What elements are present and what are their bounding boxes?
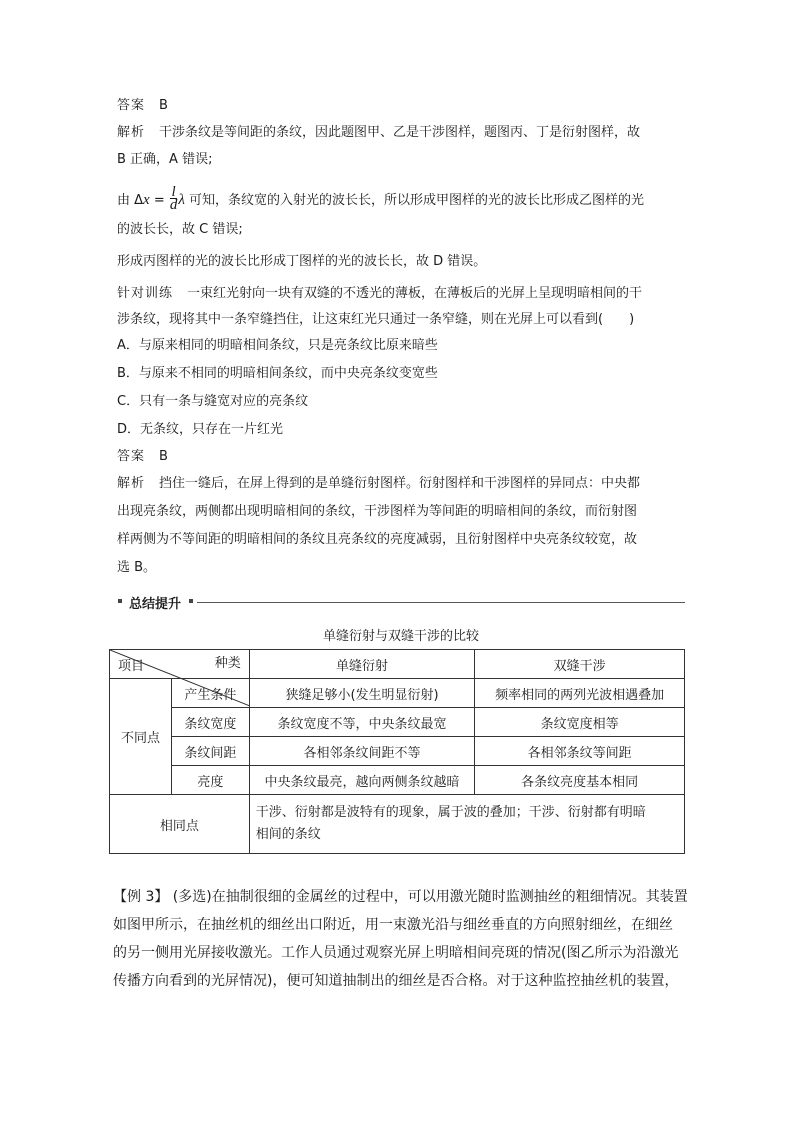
- same-line-2: 相间的条纹: [255, 827, 321, 842]
- analysis-line-2: B 正确，A 错误;: [117, 152, 213, 167]
- formula-x: x: [143, 192, 150, 208]
- question-text: 一束红光射向一块有双缝的不透光的薄板，在薄板后的光屏上呈现明暗相间的干: [187, 286, 643, 301]
- row-name: 条纹间距: [171, 737, 249, 766]
- diff-label: 不同点: [110, 679, 172, 795]
- row-name: 条纹宽度: [171, 708, 249, 737]
- example-line-1: [113, 883, 688, 911]
- table-row: [110, 737, 685, 766]
- answer-label: 答案: [117, 98, 146, 113]
- option-d: D．无条纹，只存在一片红光: [117, 422, 284, 437]
- header-kind: 种类: [214, 656, 241, 671]
- same-label: 相同点: [110, 795, 250, 854]
- formula-lambda: λ: [178, 192, 185, 208]
- row-name: 亮度: [171, 766, 249, 795]
- training-line-2: 涉条纹，现将其中一条窄缝挡住，让这束红光只通过一条窄缝，则在光屏上可以看到( ): [117, 312, 635, 327]
- row-single: 各相邻条纹间距不等: [249, 737, 475, 766]
- training-label: 针对训练: [117, 286, 174, 301]
- formula-line: [117, 184, 645, 213]
- option-c: C．只有一条与缝宽对应的亮条纹: [117, 394, 309, 409]
- example-text: (多选)在抽制很细的金属丝的过程中，可以用激光随时监测抽丝的粗细情况。其装置: [168, 889, 688, 905]
- section-rule: [197, 602, 685, 603]
- row-name: 产生条件: [171, 679, 249, 708]
- diagonal-header-cell: [110, 650, 250, 679]
- answer-value: B: [159, 449, 168, 464]
- answer-line-2: [117, 447, 168, 467]
- comparison-table: [109, 649, 685, 854]
- analysis2-line-4: 选 B。: [117, 560, 157, 575]
- same-line-1: 干涉、衍射都是波特有的现象，属于波的叠加；干涉、衍射都有明暗: [255, 805, 646, 820]
- answer-label: 答案: [117, 449, 146, 464]
- example-line-3: 的另一侧用光屏接收激光。工作人员通过观察光屏上明暗相间亮斑的情况(图乙所示为沿激光: [113, 945, 679, 961]
- analysis-text: 挡住一缝后，在屏上得到的是单缝衍射图样。衍射图样和干涉图样的异同点：中央都: [159, 476, 641, 491]
- header-single-slit: 单缝衍射: [249, 650, 475, 679]
- option-b: B．与原来不相同的明暗相间条纹，而中央亮条纹变宽些: [117, 366, 438, 381]
- analysis-label: 解析: [117, 476, 146, 491]
- formula-eq: =: [149, 193, 169, 208]
- analysis2-line-3: 样两侧为不等间距的明暗相间的条纹且亮条纹的亮度减弱，且衍射图样中央亮条纹较宽，故: [117, 532, 638, 547]
- example-line-2: 如图甲所示，在抽丝机的细丝出口附近，用一束激光沿与细丝垂直的方向照射细丝，在细丝: [113, 917, 673, 933]
- answer-value: B: [159, 98, 168, 113]
- training-line-1: [117, 284, 642, 304]
- answer-line-1: [117, 96, 168, 116]
- option-a: A．与原来相同的明暗相间条纹，只是亮条纹比原来暗些: [117, 338, 438, 353]
- formula-denominator: d: [169, 197, 178, 213]
- example-tag: 【例 3】: [113, 889, 169, 905]
- table-row: [110, 708, 685, 737]
- row-double: 各相邻条纹等间距: [475, 737, 685, 766]
- row-single: 条纹宽度不等，中央条纹最宽: [249, 708, 475, 737]
- analysis-label: 解析: [117, 125, 146, 140]
- analysis2-line-1: [117, 474, 640, 494]
- row-double: 各条纹亮度基本相同: [475, 766, 685, 795]
- table-header-row: [110, 650, 685, 679]
- row-single: 中央条纹最亮，越向两侧条纹越暗: [249, 766, 475, 795]
- summary-section-header: [117, 594, 685, 610]
- row-double: 条纹宽度相等: [475, 708, 685, 737]
- header-item: 项目: [118, 659, 145, 674]
- same-content: [249, 795, 684, 854]
- row-double: 频率相同的两列光波相遇叠加: [475, 679, 685, 708]
- table-caption: 单缝衍射与双缝干涉的比较: [322, 629, 479, 644]
- analysis-line-1: [117, 123, 640, 143]
- header-double-slit: 双缝干涉: [475, 650, 685, 679]
- formula-rest: 可知，条纹宽的入射光的波长长，所以形成甲图样的光的波长比形成乙图样的光: [184, 193, 645, 208]
- formula-fraction: [170, 186, 178, 211]
- analysis-line-5: 形成丙图样的光的波长比形成丁图样的光的波长长，故 D 错误。: [117, 254, 487, 269]
- square-bullet-icon: [118, 599, 122, 603]
- table-row-same: [110, 795, 685, 854]
- formula-prefix: 由 Δ: [117, 193, 144, 208]
- analysis2-line-2: 出现亮条纹，两侧都出现明暗相间的条纹，干涉图样为等间距的明暗相间的条纹，而衍射图: [117, 504, 638, 519]
- formula-numerator: l: [171, 184, 176, 200]
- table-row: [110, 766, 685, 795]
- analysis-text: 干涉条纹是等间距的条纹，因此题图甲、乙是干涉图样，题图丙、丁是衍射图样，故: [159, 125, 641, 140]
- summary-title: 总结提升: [129, 597, 182, 612]
- analysis-line-4: 的波长长，故 C 错误;: [117, 222, 243, 237]
- row-single: 狭缝足够小(发生明显衍射): [249, 679, 475, 708]
- square-bullet-icon: [189, 599, 193, 603]
- example-line-4: 传播方向看到的光屏情况)，便可知道抽制出的细丝是否合格。对于这种监控抽丝机的装置，: [113, 973, 679, 989]
